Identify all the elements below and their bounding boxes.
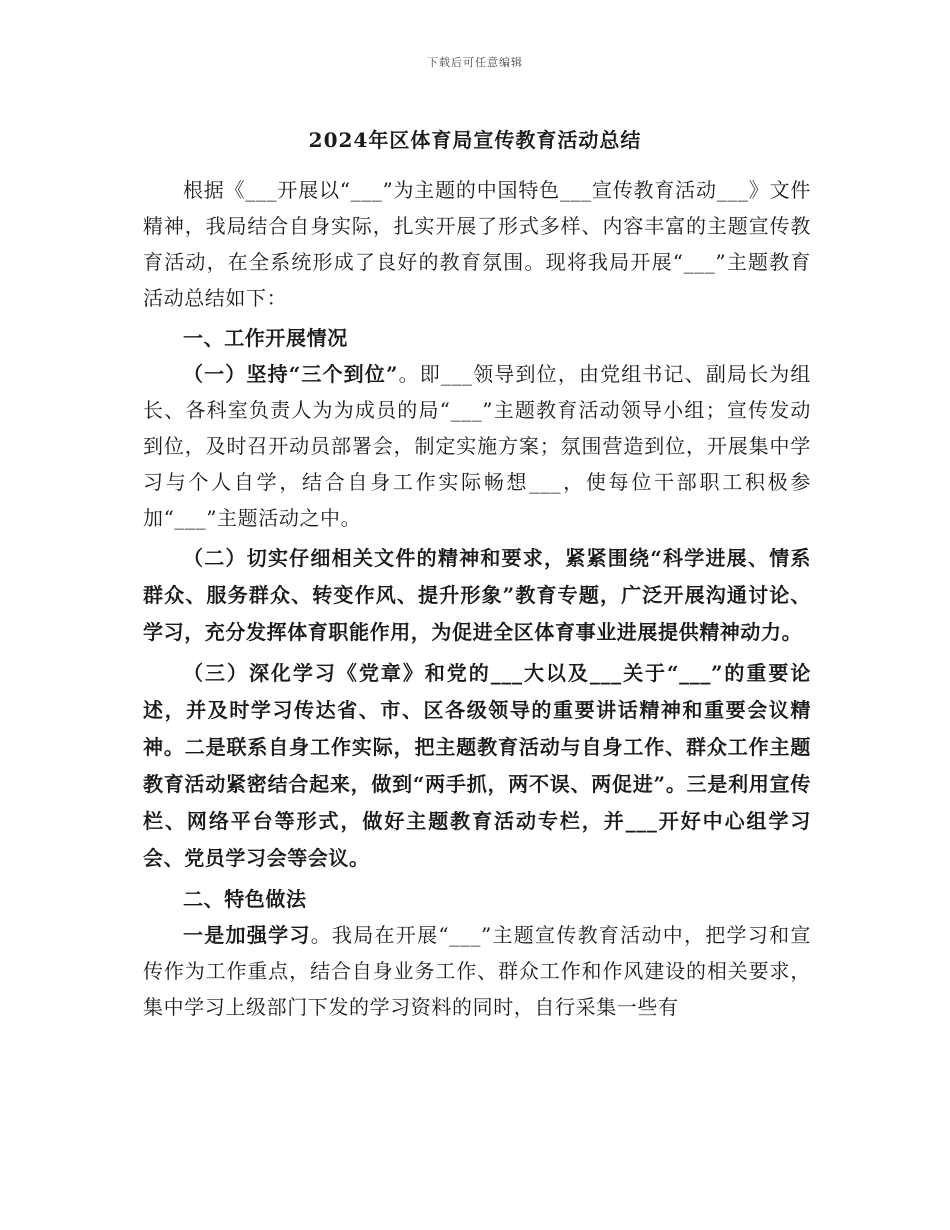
document-body [143, 172, 811, 1029]
header-note: 下载后可任意编辑 [427, 56, 523, 69]
paragraph-item-1 [143, 356, 811, 536]
item-1-text: 。即___领导到位，由党组书记、副局长为组长、各科室负责人为为成员的局“___”主题教育活动领导小组；宣传发动到位，及时召开动员部署会，制定实施方案；氛围营造到位，开展集中学习与个人自学，结合自身工作实际畅想___，使每位干部职工积极参加“___”主题活动之中。 [143, 362, 812, 530]
intro-paragraph: 根据《___开展以“___”为主题的中国特色___宣传教育活动___》文件精神，我局结合自身实际，扎实开展了形式多样、内容丰富的主题宣传教育活动，在全系统形成了良好的教育氛围。现将我局开展“___”主题教育活动总结如下： [143, 178, 811, 310]
paragraph-item-3: （三）深化学习《党章》和党的___大以及___关于“___”的重要论述，并及时学习传达省、市、区各级领导的重要讲话精神和重要会议精神。二是联系自身工作实际，把主题教育活动与自身工作、群众工作主题教育活动紧密结合起来，做到“两手抓，两不误、两促进”。三是利用宣传栏、网络平台等形式，做好主题教育活动专栏，并___开好中心组学习会、党员学习会等会议。 [143, 661, 811, 870]
item-4-lead: 一是加强学习 [183, 923, 311, 947]
paragraph-item-4 [143, 917, 811, 1025]
section-heading-2: 二、特色做法 [183, 887, 307, 911]
section-heading-1: 一、工作开展情况 [183, 326, 348, 350]
item-4-text: 。我局在开展“___”主题宣传教育活动中，把学习和宣传作为工作重点，结合自身业务工作、群众工作和作风建设的相关要求，集中学习上级部门下发的学习资料的同时，自行采集一些有 [143, 923, 811, 1019]
paragraph-item-2: （二）切实仔细相关文件的精神和要求，紧紧围绕“科学进展、情系群众、服务群众、转变作风、提升形象”教育专题，广泛开展沟通讨论、学习，充分发挥体育职能作用，为促进全区体育事业进展提供精神动力。 [143, 546, 811, 644]
document-title: 2024年区体育局宣传教育活动总结 [308, 128, 642, 152]
item-1-lead: （一）坚持“三个到位” [183, 362, 399, 386]
